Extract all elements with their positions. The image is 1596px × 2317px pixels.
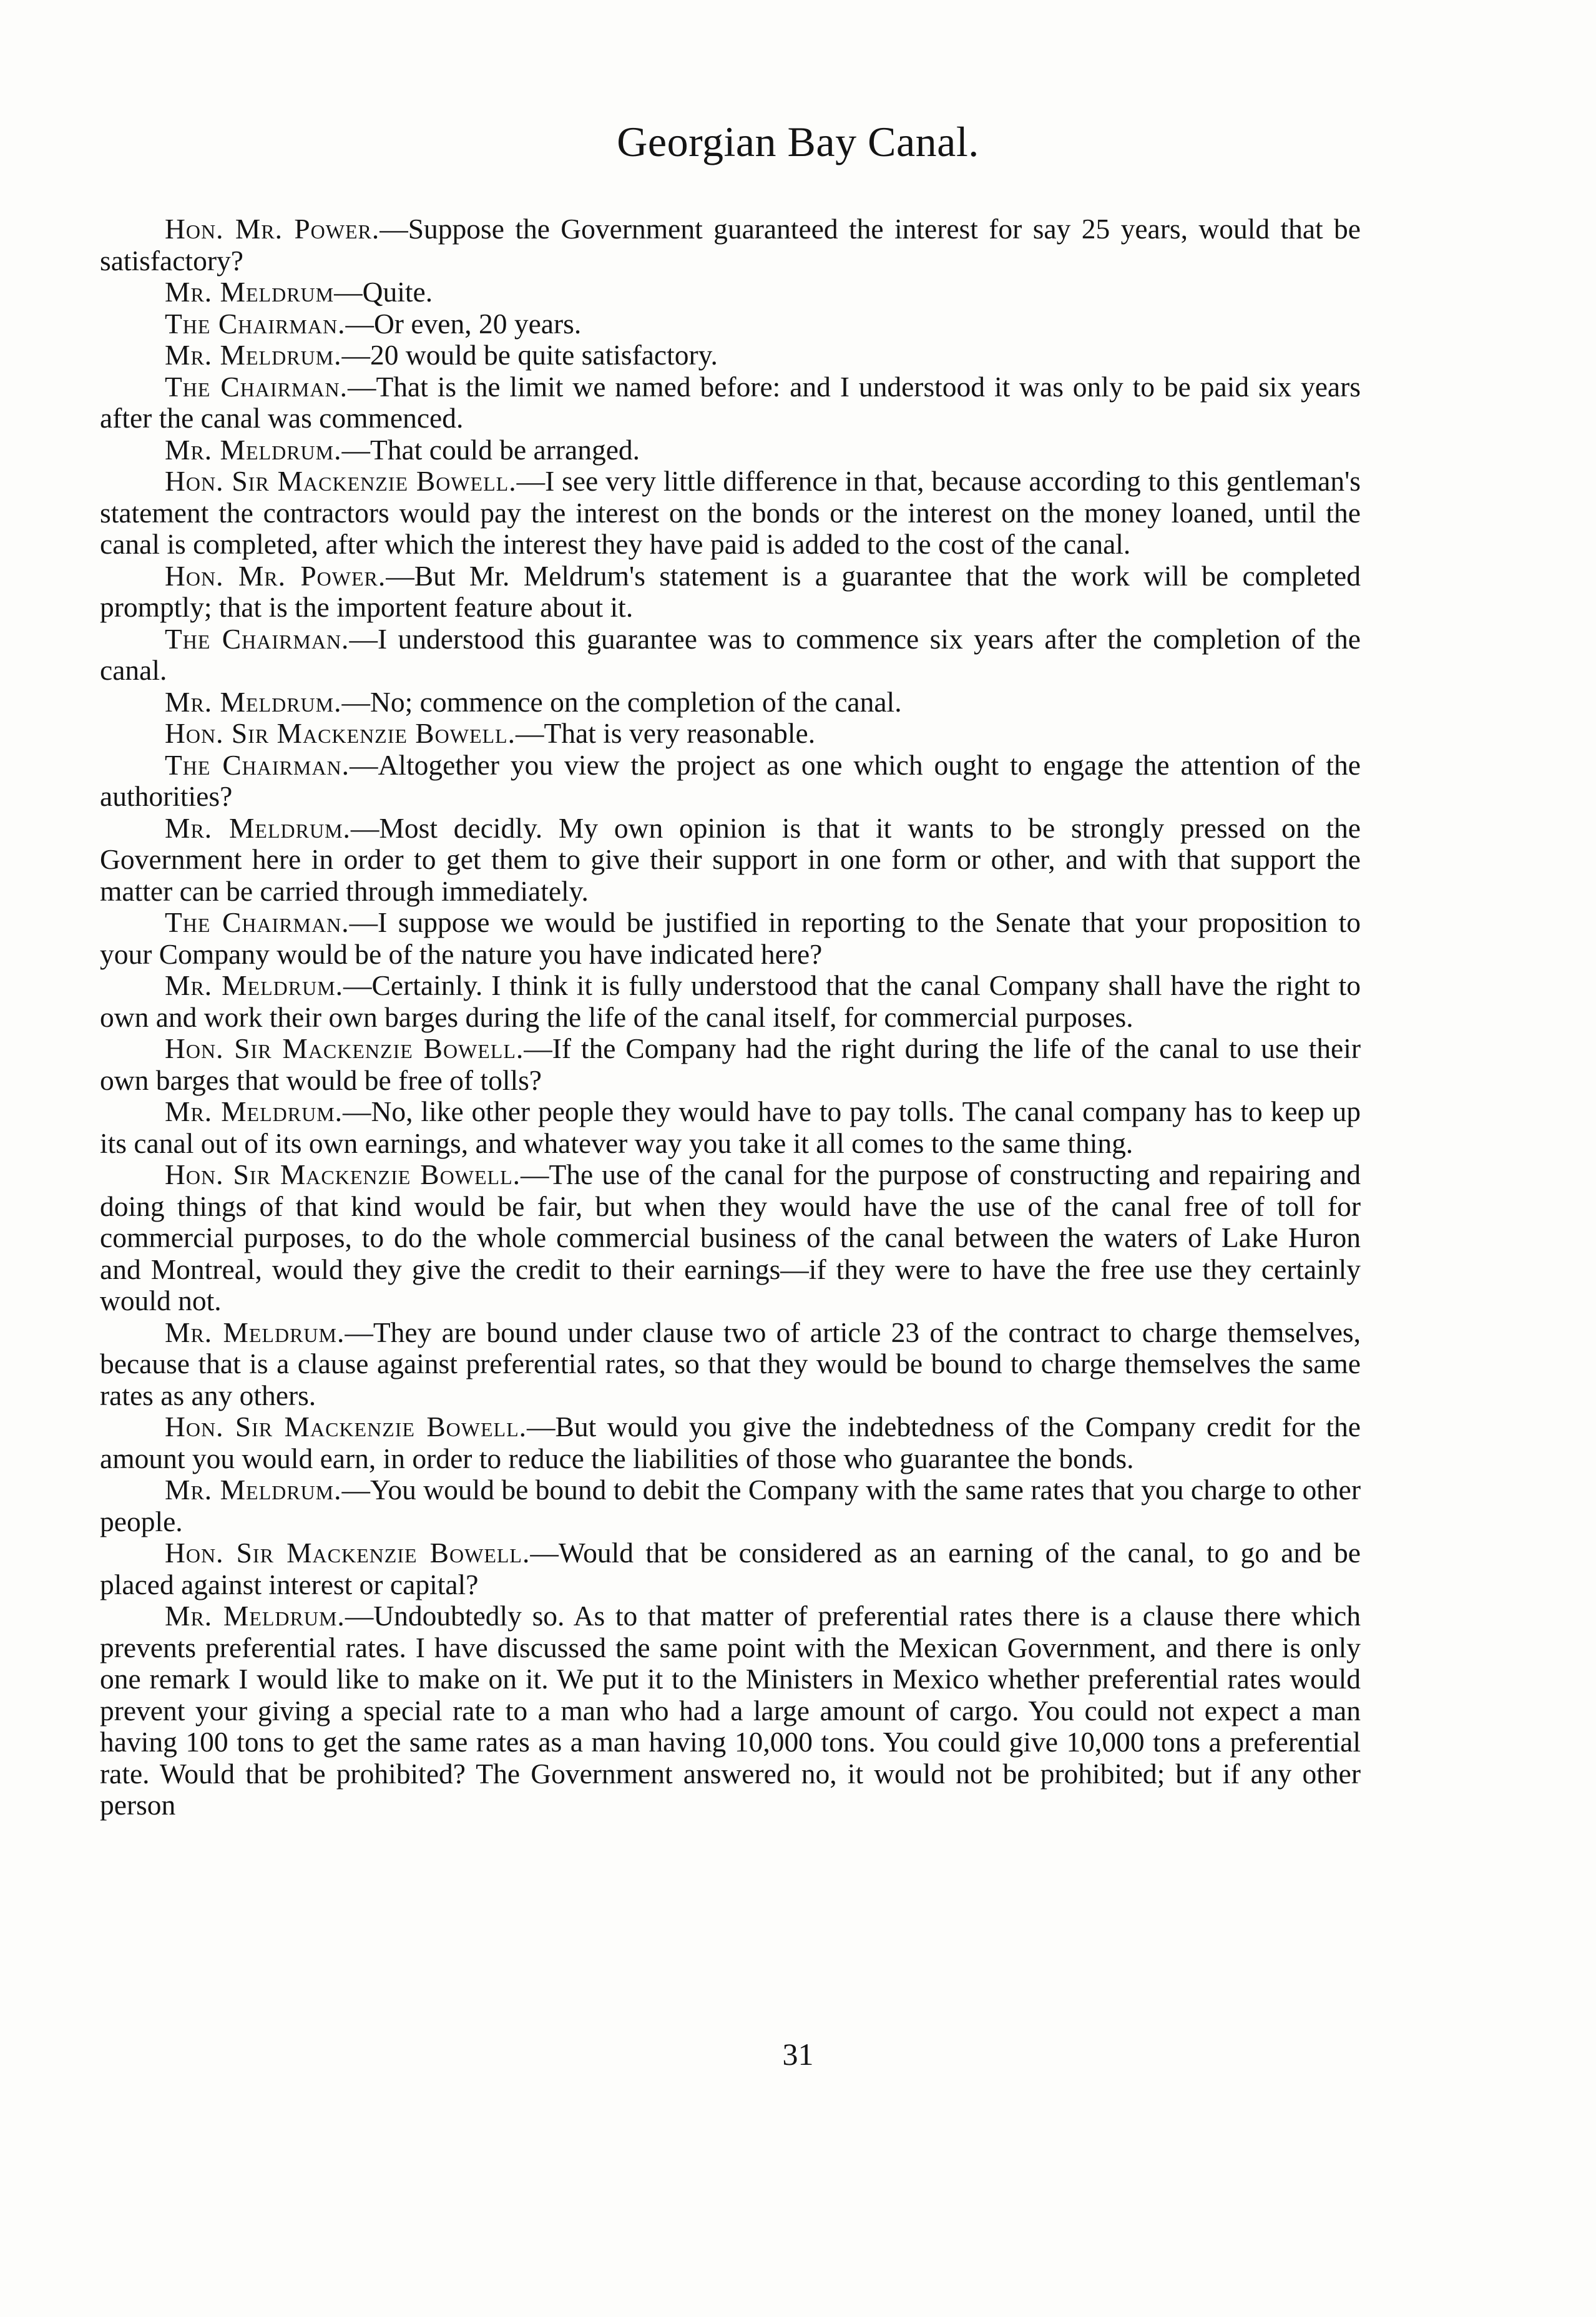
speech-text: —The use of the canal for the purpose of constructing and repairing and doing things of that kind would be fair, but when they would have the use of the canal free of toll for commercial purposes, to do the whole commercial business of the canal between the waters of Lake Huron and Montreal, would they give the credit to their earnings—if they were to have the free use they certainly would not. <box>100 1158 1361 1316</box>
transcript-paragraph <box>100 1159 1361 1317</box>
transcript-paragraph <box>100 466 1361 561</box>
speech-text: —But Mr. Meldrum's statement is a guarantee that the work will be completed promptly; that is the importent feature about it. <box>100 559 1361 623</box>
speech-text: —They are bound under clause two of article 23 of the contract to charge themselves, because that is a clause against preferential rates, so that they would be bound to charge themselves the same rates as any others. <box>100 1316 1361 1411</box>
speaker-name: Mr. Meldrum. <box>165 1316 345 1348</box>
speaker-name: The Chairman. <box>165 906 350 938</box>
transcript-paragraph <box>100 1033 1361 1096</box>
speaker-name: Mr. Meldrum. <box>165 433 342 466</box>
speaker-name: Mr. Meldrum. <box>165 1600 345 1632</box>
speaker-name: Hon. Sir Mackenzie Bowell. <box>165 1032 524 1064</box>
speaker-name: Mr. Meldrum. <box>165 1095 343 1127</box>
speech-text: —That is very reasonable. <box>515 717 816 749</box>
transcript-paragraph <box>100 213 1361 277</box>
transcript-paragraph <box>100 561 1361 624</box>
transcript-paragraph <box>100 371 1361 434</box>
speech-text: —Quite. <box>334 276 433 308</box>
speech-text: —You would be bound to debit the Company with the same rates that you charge to other people. <box>100 1474 1361 1537</box>
speech-text: —That is the limit we named before: and I understood it was only to be paid six years after the canal was commenced. <box>100 370 1361 434</box>
transcript-paragraph <box>100 624 1361 687</box>
speech-text: —20 would be quite satisfactory. <box>341 339 718 371</box>
transcript-paragraph <box>100 750 1361 813</box>
speech-text: —If the Company had the right during the life of the canal to use their own barges that would be free of tolls? <box>100 1032 1361 1096</box>
transcript-paragraph <box>100 1537 1361 1600</box>
speech-text: —But would you give the indebtedness of the Company credit for the amount you would earn, in order to reduce the liabilities of those who guarantee the bonds. <box>100 1411 1361 1474</box>
transcript-paragraph <box>100 1411 1361 1474</box>
transcript-paragraph <box>100 277 1361 308</box>
transcript-paragraph <box>100 687 1361 718</box>
speech-text: —Suppose the Government guaranteed the interest for say 25 years, would that be satisfactory? <box>100 213 1361 277</box>
speech-text: —I see very little difference in that, because according to this gentleman's statement the contractors would pay the interest on the bonds or the interest on the money loaned, until the canal is completed, after which the interest they have paid is added to the cost of the canal. <box>100 465 1361 560</box>
speech-text: —I understood this guarantee was to commence six years after the completion of the canal. <box>100 622 1361 686</box>
speaker-name: Mr. Meldrum <box>165 276 335 308</box>
speaker-name: Hon. Mr. Power. <box>165 559 386 592</box>
page-title: Georgian Bay Canal. <box>617 118 979 165</box>
speaker-name: Hon. Sir Mackenzie Bowell. <box>165 717 516 749</box>
transcript-paragraph <box>100 434 1361 466</box>
speaker-name: The Chairman. <box>165 370 348 403</box>
speaker-name: Mr. Meldrum. <box>165 339 342 371</box>
transcript-paragraph <box>100 718 1361 750</box>
speaker-name: Hon. Mr. Power. <box>165 213 380 245</box>
transcript-body <box>100 213 1361 1821</box>
speech-text: —That could be arranged. <box>341 433 640 466</box>
speaker-name: Mr. Meldrum. <box>165 1474 342 1506</box>
speaker-name: The Chairman. <box>165 622 350 655</box>
speaker-name: The Chairman. <box>165 748 350 781</box>
speech-text: —Altogether you view the project as one which ought to engage the attention of the authorities? <box>100 748 1361 812</box>
transcript-paragraph <box>100 340 1361 371</box>
speech-text: —No, like other people they would have to pay tolls. The canal company has to keep up its canal out of its own earnings, and whatever way you take it all comes to the same thing. <box>100 1095 1361 1159</box>
speech-text: —Would that be considered as an earning of the canal, to go and be placed against interest or capital? <box>100 1537 1361 1600</box>
speech-text: —I suppose we would be justified in reporting to the Senate that your proposition to your Company would be of the nature you have indicated here? <box>100 906 1361 970</box>
speaker-name: Hon. Sir Mackenzie Bowell. <box>165 1158 521 1190</box>
transcript-paragraph <box>100 308 1361 340</box>
speaker-name: The Chairman. <box>165 307 346 340</box>
speaker-name: Mr. Meldrum. <box>165 969 344 1001</box>
speaker-name: Hon. Sir Mackenzie Bowell. <box>165 465 517 497</box>
speech-text: —Or even, 20 years. <box>345 307 582 340</box>
transcript-paragraph <box>100 1474 1361 1537</box>
speaker-name: Hon. Sir Mackenzie Bowell. <box>165 1411 527 1443</box>
transcript-paragraph <box>100 907 1361 970</box>
transcript-paragraph <box>100 1096 1361 1159</box>
speaker-name: Mr. Meldrum. <box>165 811 351 844</box>
transcript-paragraph <box>100 1600 1361 1821</box>
speech-text: —No; commence on the completion of the canal. <box>341 685 902 718</box>
transcript-paragraph <box>100 813 1361 908</box>
transcript-paragraph <box>100 970 1361 1033</box>
speaker-name: Mr. Meldrum. <box>165 685 342 718</box>
speaker-name: Hon. Sir Mackenzie Bowell. <box>165 1537 531 1569</box>
speech-text: —Certainly. I think it is fully understood that the canal Company shall have the right to own and work their own barges during the life of the canal itself, for commercial purposes. <box>100 969 1361 1033</box>
speech-text: —Most decidly. My own opinion is that it wants to be strongly pressed on the Government here in order to get them to give their support in one form or other, and with that support the matter can be carried through immediately. <box>100 811 1361 907</box>
transcript-paragraph <box>100 1317 1361 1412</box>
page-number: 31 <box>782 2037 814 2072</box>
speech-text: —Undoubtedly so. As to that matter of preferential rates there is a clause there which prevents preferential rates. I have discussed the same point with the Mexican Government, and there is only one remark I would like to make on it. We put it to the Ministers in Mexico whether preferential rates would prevent your giving a special rate to a man who had a large amount of cargo. You could not expect a man having 100 tons to get the same rates as a man having 10,000 tons. You could give 10,000 tons a preferential rate. Would that be prohibited? The Government answered no, it would not be prohibited; but if any other person <box>100 1600 1361 1821</box>
